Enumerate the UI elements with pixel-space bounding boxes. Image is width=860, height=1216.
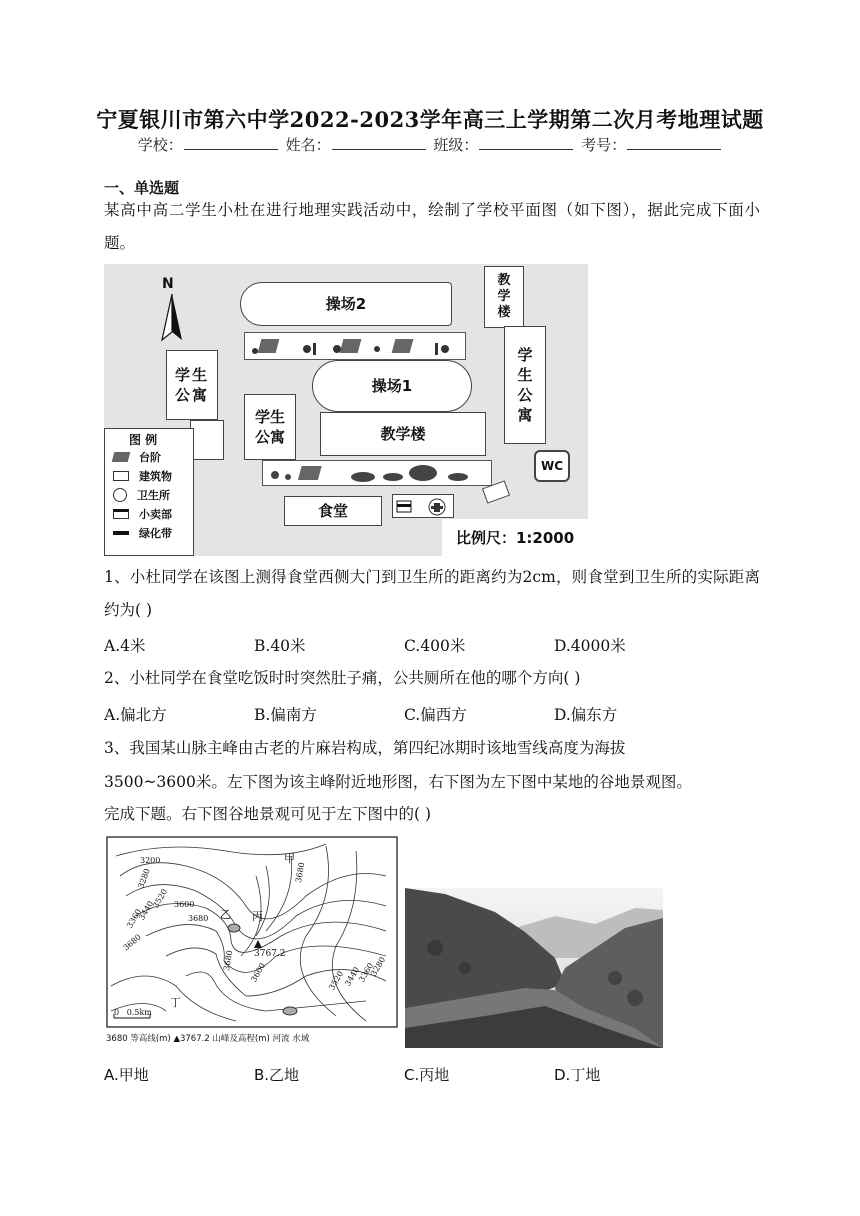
contour-label-3520: 3520 <box>151 887 170 910</box>
green-belt-top <box>244 332 466 360</box>
class-label: 班级： <box>433 136 479 154</box>
class-blank[interactable] <box>479 137 573 150</box>
q1-option-c[interactable]: C.400米 <box>404 637 466 655</box>
legend-shop: 小卖部 <box>139 508 172 521</box>
question-3-options <box>104 1064 764 1088</box>
legend-title: 图 例 <box>129 433 158 447</box>
contour-label-3680-d: 3680 <box>121 932 143 953</box>
valley-photo <box>405 888 663 1048</box>
question-1-options <box>104 634 764 658</box>
name-blank[interactable] <box>332 137 426 150</box>
contour-label-3360-b: 3360 <box>357 961 376 984</box>
label-yi: 乙 <box>220 908 231 921</box>
name-label: 姓名： <box>285 136 331 154</box>
north-label: N <box>162 276 174 292</box>
page-title: 宁夏银川市第六中学2022-2023学年高三上学期第二次月考地理试题 <box>96 107 764 132</box>
q1-option-a[interactable]: A.4米 <box>104 637 146 655</box>
q2-option-c[interactable]: C.偏西方 <box>404 706 467 724</box>
north-arrow-icon <box>160 294 184 342</box>
legend-clinic: 卫生所 <box>137 489 170 502</box>
contour-label-3680-c: 3680 <box>221 949 235 972</box>
label-bing: 丙 <box>252 910 263 923</box>
wc-building: WC <box>534 450 570 482</box>
green-belt-bottom <box>262 460 492 486</box>
contour-label-3680-b: 3680 <box>293 861 307 884</box>
contour-label-3680: 3680 <box>188 914 209 923</box>
exam-no-blank[interactable] <box>627 137 721 150</box>
legend-steps: 台阶 <box>139 451 161 464</box>
contour-label-3600-b: 3600 <box>249 961 268 984</box>
green-belt-icon <box>113 531 129 535</box>
q2-option-d[interactable]: D.偏东方 <box>554 706 618 724</box>
shop-and-clinic <box>392 494 454 518</box>
section-heading: 一、单选题 <box>104 179 180 197</box>
question-3-line-3: 完成下题。右下图谷地景观可见于左下图中的( ) <box>104 805 432 823</box>
q2-option-a[interactable]: A.偏北方 <box>104 706 167 724</box>
contour-label-3360: 3360 <box>125 907 144 930</box>
contour-label-3440-b: 3440 <box>343 965 362 988</box>
dorm-mid: 学生公寓 <box>244 394 296 460</box>
legend-green: 绿化带 <box>139 527 172 540</box>
school-plan-map <box>104 264 588 556</box>
q3-option-a[interactable]: A.甲地 <box>104 1066 149 1084</box>
contour-label-3520-b: 3520 <box>327 969 346 992</box>
label-ding: 丁 <box>170 996 181 1009</box>
map2-legend: 3680 等高线(m) ▲3767.2 山峰及高程(m) 河流 水域 <box>106 1034 310 1044</box>
question-3-line-2: 3500~3600米。左下图为该主峰附近地形图，右下图为左下图中某地的谷地景观图。 <box>104 773 692 791</box>
dorm-right: 学生公寓 <box>504 326 546 444</box>
q3-option-b[interactable]: B.乙地 <box>254 1066 300 1084</box>
map-scale: 比例尺：1:2000 <box>442 519 588 556</box>
map-legend <box>104 428 194 556</box>
question-2: 2、小杜同学在食堂吃饭时时突然肚子痛，公共厕所在他的哪个方向( ) <box>104 669 581 687</box>
valley-landscape-image <box>405 888 663 1048</box>
contour-label-3200: 3200 <box>140 856 161 865</box>
clinic-icon <box>113 488 127 502</box>
intro-paragraph: 某高中高二学生小杜在进行地理实践活动中，绘制了学校平面图（如下图），据此完成下面小题。 <box>104 201 760 252</box>
student-info-fields <box>0 134 860 155</box>
label-peak: 3767.2 <box>254 949 286 959</box>
q3-option-c[interactable]: C.丙地 <box>404 1066 450 1084</box>
school-blank[interactable] <box>184 137 278 150</box>
teaching-building-top: 教学楼 <box>484 266 524 328</box>
playground-1: 操场1 <box>312 360 472 412</box>
q2-option-b[interactable]: B.偏南方 <box>254 706 317 724</box>
contour-label-3600: 3600 <box>174 900 195 909</box>
canteen: 食堂 <box>284 496 382 526</box>
teaching-building: 教学楼 <box>320 412 486 456</box>
q3-option-d[interactable]: D.丁地 <box>554 1066 601 1084</box>
contour-label-3280: 3280 <box>136 867 152 890</box>
building-small-left <box>190 420 224 460</box>
q1-option-b[interactable]: B.40米 <box>254 637 306 655</box>
contour-label-3280-b: 3280 <box>369 955 388 978</box>
shop-icon <box>113 509 129 519</box>
playground-2: 操场2 <box>240 282 452 326</box>
q1-option-d[interactable]: D.4000米 <box>554 637 626 655</box>
question-1: 1、小杜同学在该图上测得食堂西侧大门到卫生所的距离约为2cm，则食堂到卫生所的实际距离约为( ) <box>104 568 760 619</box>
legend-building: 建筑物 <box>139 470 172 483</box>
exam-no-label: 考号： <box>581 136 627 154</box>
building-icon <box>113 471 129 481</box>
school-label: 学校： <box>137 136 183 154</box>
map2-scale: 0 0.5km <box>114 1008 152 1017</box>
label-jia: 甲 <box>284 852 295 865</box>
question-3-line-1: 3、我国某山脉主峰由古老的片麻岩构成，第四纪冰期时该地雪线高度为海拔 <box>104 739 626 757</box>
question-2-options <box>104 703 764 727</box>
contour-map <box>106 836 398 1048</box>
steps-icon <box>112 452 131 462</box>
contour-label-3440: 3440 <box>137 899 156 922</box>
dorm-left: 学生公寓 <box>166 350 218 420</box>
